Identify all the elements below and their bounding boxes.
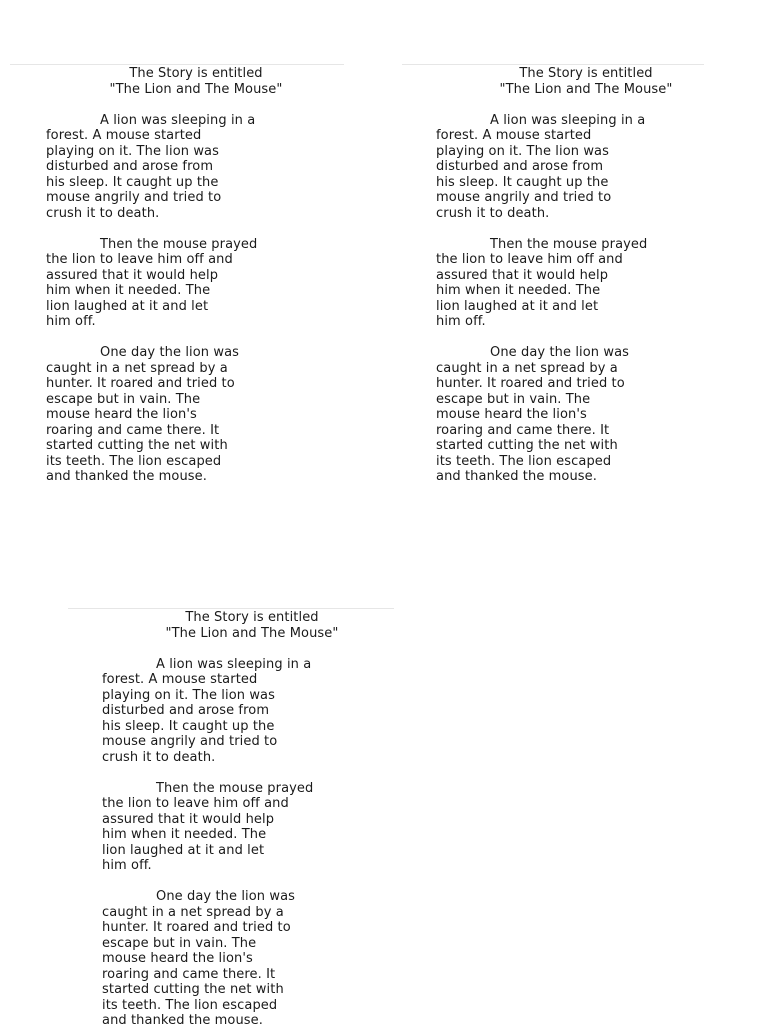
text-line: assured that it would help <box>102 811 275 827</box>
text-line: hunter. It roared and tried to <box>46 376 235 391</box>
divider <box>10 64 344 65</box>
text-line: its teeth. The lion escaped <box>102 997 278 1013</box>
text-line: him off. <box>46 314 96 329</box>
text-line: Then the mouse prayed <box>156 780 314 796</box>
text-line: and thanked the mouse. <box>102 1013 264 1028</box>
text-line: him when it needed. The <box>436 283 601 298</box>
text-line: the lion to leave him off and <box>46 252 233 267</box>
paragraph-2 <box>102 781 402 874</box>
text-line: caught in a net spread by a <box>436 360 618 376</box>
text-line: mouse angrily and tried to <box>46 190 222 205</box>
text-line: him off. <box>102 858 152 873</box>
text-line: One day the lion was <box>100 345 240 360</box>
text-line: escape but in vain. The <box>436 391 591 407</box>
text-line: his sleep. It caught up the <box>436 174 609 190</box>
text-line: the lion to leave him off and <box>436 252 623 267</box>
text-line: mouse angrily and tried to <box>436 190 612 205</box>
paragraph-2 <box>46 237 346 330</box>
text-line: disturbed and arose from <box>436 159 604 174</box>
text-line: A lion was sleeping in a <box>156 656 312 672</box>
text-line: disturbed and arose from <box>46 159 214 174</box>
text-line: crush it to death. <box>436 205 550 221</box>
text-line: his sleep. It caught up the <box>102 718 275 734</box>
text-line: assured that it would help <box>46 267 219 283</box>
text-line: One day the lion was <box>156 889 296 904</box>
text-line: started cutting the net with <box>436 438 618 453</box>
text-line: One day the lion was <box>490 345 630 360</box>
text-line: caught in a net spread by a <box>102 904 284 920</box>
text-line: escape but in vain. The <box>46 391 201 407</box>
text-line: mouse heard the lion's <box>436 407 587 422</box>
text-line: hunter. It roared and tried to <box>102 920 291 935</box>
text-line: playing on it. The lion was <box>436 143 609 159</box>
story-copy-top-right <box>436 66 736 485</box>
story-title <box>436 66 736 97</box>
story-title-line-1: The Story is entitled <box>129 66 263 81</box>
text-line: forest. A mouse started <box>46 128 202 143</box>
story-title-line-2: "The Lion and The Mouse" <box>109 81 283 97</box>
text-line: caught in a net spread by a <box>46 360 228 376</box>
text-line: Then the mouse prayed <box>490 236 648 252</box>
paragraph-1 <box>436 113 736 222</box>
text-line: him when it needed. The <box>46 283 211 298</box>
divider <box>68 608 394 609</box>
text-line: crush it to death. <box>46 205 160 221</box>
text-line: mouse heard the lion's <box>102 951 253 966</box>
text-line: playing on it. The lion was <box>46 143 219 159</box>
text-line: his sleep. It caught up the <box>46 174 219 190</box>
text-line: and thanked the mouse. <box>46 469 208 484</box>
text-line: lion laughed at it and let <box>436 298 599 314</box>
story-title-line-1: The Story is entitled <box>519 66 653 81</box>
paragraph-3 <box>46 345 346 485</box>
text-line: crush it to death. <box>102 749 216 765</box>
paragraph-2 <box>436 237 736 330</box>
text-line: the lion to leave him off and <box>102 796 289 811</box>
text-line: disturbed and arose from <box>102 703 270 718</box>
story-title-line-2: "The Lion and The Mouse" <box>165 625 339 641</box>
text-line: hunter. It roared and tried to <box>436 376 625 391</box>
story-title-line-1: The Story is entitled <box>185 610 319 625</box>
divider <box>402 64 704 65</box>
text-line: him off. <box>436 314 486 329</box>
text-line: A lion was sleeping in a <box>490 112 646 128</box>
text-line: forest. A mouse started <box>436 128 592 143</box>
text-line: Then the mouse prayed <box>100 236 258 252</box>
text-line: lion laughed at it and let <box>102 842 265 858</box>
story-title-line-2: "The Lion and The Mouse" <box>499 81 673 97</box>
text-line: started cutting the net with <box>46 438 228 453</box>
paragraph-3 <box>436 345 736 485</box>
text-line: assured that it would help <box>436 267 609 283</box>
text-line: forest. A mouse started <box>102 672 258 687</box>
text-line: mouse heard the lion's <box>46 407 197 422</box>
text-line: roaring and came there. It <box>102 966 276 982</box>
paragraph-1 <box>46 113 346 222</box>
text-line: and thanked the mouse. <box>436 469 598 484</box>
paragraph-1 <box>102 657 402 766</box>
story-copy-top-left <box>46 66 346 485</box>
text-line: its teeth. The lion escaped <box>436 453 612 469</box>
story-copy-bottom <box>102 610 402 1029</box>
story-title <box>46 66 346 97</box>
text-line: A lion was sleeping in a <box>100 112 256 128</box>
text-line: him when it needed. The <box>102 827 267 842</box>
paragraph-3 <box>102 889 402 1029</box>
text-line: mouse angrily and tried to <box>102 734 278 749</box>
text-line: playing on it. The lion was <box>102 687 275 703</box>
text-line: lion laughed at it and let <box>46 298 209 314</box>
text-line: escape but in vain. The <box>102 935 257 951</box>
text-line: its teeth. The lion escaped <box>46 453 222 469</box>
text-line: started cutting the net with <box>102 982 284 997</box>
text-line: roaring and came there. It <box>46 422 220 438</box>
text-line: roaring and came there. It <box>436 422 610 438</box>
story-title <box>102 610 402 641</box>
